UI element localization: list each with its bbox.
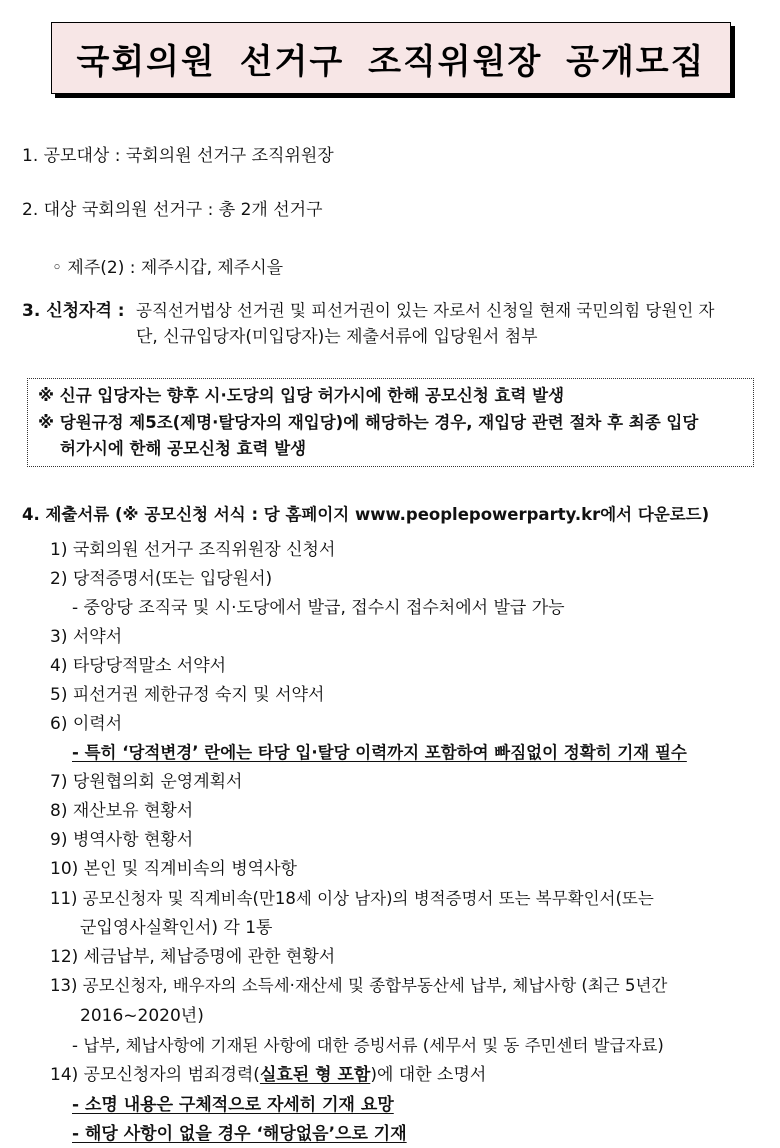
- item-10: 10) 본인 및 직계비속의 병역사항: [50, 859, 297, 879]
- section-2-sub: ◦ 제주(2) : 제주시갑, 제주시을: [52, 258, 284, 278]
- item-12: 12) 세금납부, 체납증명에 관한 현황서: [50, 947, 336, 967]
- item-14: [50, 1063, 486, 1087]
- item-8: 8) 재산보유 현황서: [50, 801, 194, 821]
- page-title: 국회의원 선거구 조직위원장 공개모집: [76, 41, 706, 82]
- item-4: 4) 타당당적말소 서약서: [50, 656, 227, 676]
- item-14-suffix: )에 대한 소명서: [370, 1065, 487, 1085]
- section-1: 1. 공모대상 : 국회의원 선거구 조직위원장: [22, 146, 334, 166]
- item-14-underlined: 실효된 형 포함: [259, 1065, 371, 1085]
- notice-line-2: ※ 당원규정 제5조(제명·탈당자의 재입당)에 해당하는 경우, 재입당 관련 절차 후 최종 입당: [38, 413, 699, 432]
- item-2: 2) 당적증명서(또는 입당원서): [50, 569, 273, 589]
- item-14-note-2: - 해당 사항이 없을 경우 ‘해당없음’으로 기재: [72, 1124, 407, 1144]
- section-3-head: 3. 신청자격 :: [22, 301, 125, 321]
- item-6-note: - 특히 ‘당적변경’ 란에는 타당 입·탈당 이력까지 포함하여 빠짐없이 정확히 기재 필수: [72, 743, 687, 762]
- item-2-note: - 중앙당 조직국 및 시·도당에서 발급, 접수시 접수처에서 발급 가능: [72, 598, 565, 618]
- item-3: 3) 서약서: [50, 627, 123, 647]
- item-13-line2: 2016~2020년): [80, 1006, 204, 1026]
- item-11-line1: 11) 공모신청자 및 직계비속(만18세 이상 남자)의 병적증명서 또는 복무확인서(또는: [50, 889, 654, 908]
- title-box: [51, 22, 731, 94]
- section-4-head: 4. 제출서류 (※ 공모신청 서식 : 당 홈페이지 www.peoplepowerparty.kr에서 다운로드): [22, 505, 710, 524]
- item-1: 1) 국회의원 선거구 조직위원장 신청서: [50, 540, 336, 560]
- section-3-line1: 공직선거법상 선거권 및 피선거권이 있는 자로서 신청일 현재 국민의힘 당원인 자: [136, 301, 715, 320]
- item-6: 6) 이력서: [50, 714, 123, 734]
- notice-line-3: 허가시에 한해 공모신청 효력 발생: [60, 439, 307, 458]
- item-13-line1: 13) 공모신청자, 배우자의 소득세·재산세 및 종합부동산세 납부, 체납사항 (최근 5년간: [50, 976, 668, 995]
- section-3-line2: 단, 신규입당자(미입당자)는 제출서류에 입당원서 첨부: [136, 327, 538, 347]
- section-2: 2. 대상 국회의원 선거구 : 총 2개 선거구: [22, 200, 323, 220]
- item-14-prefix: 14) 공모신청자의 범죄경력(: [50, 1065, 260, 1085]
- item-5: 5) 피선거권 제한규정 숙지 및 서약서: [50, 685, 325, 705]
- notice-box: [27, 378, 754, 467]
- item-14-note-1: - 소명 내용은 구체적으로 자세히 기재 요망: [72, 1095, 394, 1115]
- item-9: 9) 병역사항 현황서: [50, 830, 194, 850]
- notice-line-1: ※ 신규 입당자는 향후 시·도당의 입당 허가시에 한해 공모신청 효력 발생: [38, 386, 565, 405]
- item-7: 7) 당원협의회 운영계획서: [50, 772, 243, 792]
- item-13-note: - 납부, 체납사항에 기재된 사항에 대한 증빙서류 (세무서 및 동 주민센터 발급자료): [72, 1036, 664, 1055]
- item-11-line2: 군입영사실확인서) 각 1통: [80, 918, 273, 938]
